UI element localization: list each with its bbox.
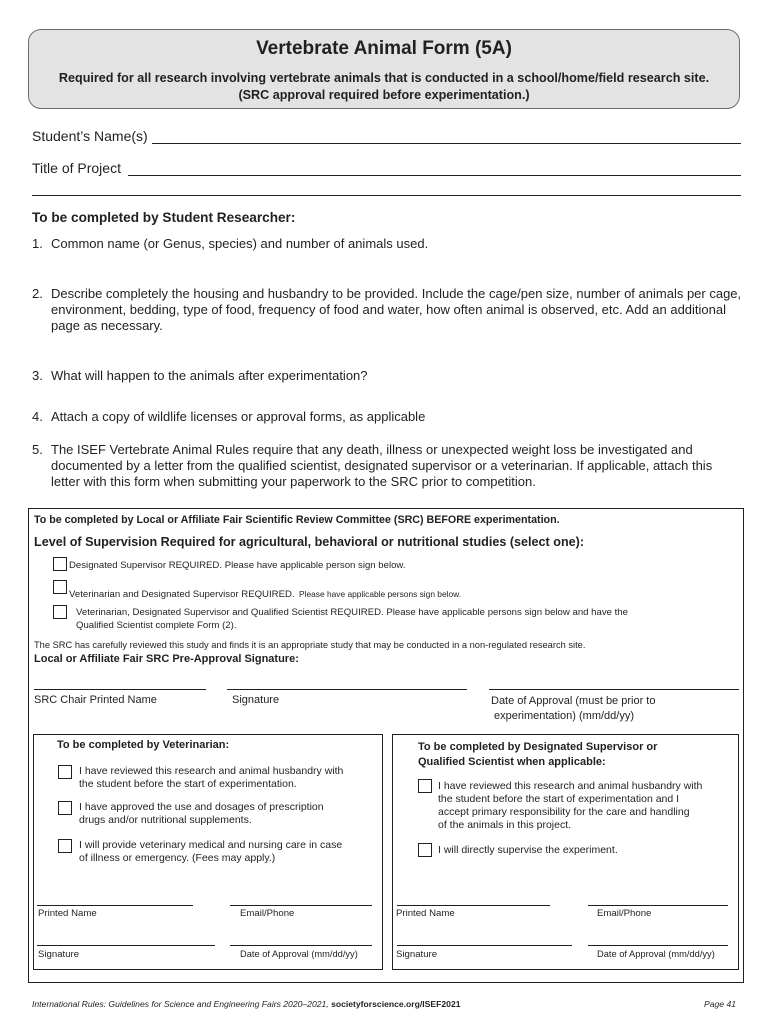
project-title-label: Title of Project: [32, 160, 121, 176]
vet-reviewed-checkbox[interactable]: [58, 765, 72, 779]
supervisor-email-phone-label: Email/Phone: [597, 908, 652, 919]
option-designated-supervisor-label: Designated Supervisor REQUIRED. Please have applicable person sign below.: [69, 560, 406, 571]
supervisor-reviewed-line4: of the animals in this project.: [438, 819, 572, 831]
supervisor-reviewed-line3: accept primary responsibility for the care and handling: [438, 806, 690, 818]
src-date-label-line2: experimentation) (mm/dd/yy): [494, 710, 634, 722]
student-item-2: [32, 286, 744, 334]
footer-citation: [32, 999, 461, 1009]
vet-provide-care-line2: of illness or emergency. (Fees may apply.): [79, 852, 276, 864]
student-section-heading: To be completed by Student Researcher:: [32, 210, 296, 225]
item-number: 3.: [32, 368, 43, 383]
src-chair-name-label: SRC Chair Printed Name: [34, 694, 157, 706]
supervisor-heading-line2: Qualified Scientist when applicable:: [418, 756, 606, 768]
vet-approved-drugs-line1: I have approved the use and dosages of prescription: [79, 801, 324, 813]
item-text: What will happen to the animals after experimentation?: [51, 368, 368, 383]
src-date-field[interactable]: [489, 689, 739, 690]
form-title: Vertebrate Animal Form (5A): [256, 38, 512, 59]
supervisor-direct-label: I will directly supervise the experiment.: [438, 844, 618, 856]
supervisor-printed-name-field[interactable]: [397, 905, 550, 906]
item-number: 5.: [32, 442, 43, 457]
vet-reviewed-line1: I have reviewed this research and animal husbandry with: [79, 765, 344, 777]
vet-printed-name-field[interactable]: [37, 905, 193, 906]
src-chair-name-field[interactable]: [34, 689, 206, 690]
src-statement: The SRC has carefully reviewed this study and finds it is an appropriate study that may be conducted in a non-regulated research site.: [34, 640, 586, 650]
src-date-label-line1: Date of Approval (must be prior to: [491, 695, 656, 707]
page-number: Page 41: [704, 999, 737, 1009]
form-subtitle: [29, 70, 739, 104]
form-subtitle-line1: Required for all research involving vertebrate animals that is conducted in a school/home/field research site.: [58, 71, 710, 85]
option-vet-and-supervisor-label: [69, 584, 461, 602]
vet-email-phone-field[interactable]: [230, 905, 372, 906]
vet-printed-name-label: Printed Name: [38, 908, 97, 919]
students-name-label: Student’s Name(s): [32, 128, 148, 144]
vet-provide-care-line1: I will provide veterinary medical and nursing care in case: [79, 839, 343, 851]
supervisor-signature-field[interactable]: [397, 945, 572, 946]
vet-reviewed-label: [79, 765, 343, 791]
vet-email-phone-label: Email/Phone: [240, 908, 295, 919]
vet-signature-label: Signature: [38, 949, 80, 960]
supervisor-email-phone-field[interactable]: [588, 905, 728, 906]
supervisor-heading-line1: To be completed by Designated Supervisor or: [418, 741, 658, 753]
item-text: The ISEF Vertebrate Animal Rules require that any death, illness or unexpected weight loss be investigated and documented by a letter from the qualified scientist, designated supervisor or a veterinarian. If applicable, attach this letter with this form when submitting your paperwork to the SRC prior to competition.: [51, 442, 713, 489]
supervisor-heading: [418, 740, 657, 770]
supervisor-signature-label: Signature: [396, 949, 438, 960]
src-date-label: [491, 694, 655, 724]
form-subtitle-line2: (SRC approval required before experimentation.): [238, 88, 530, 102]
item-text: Common name (or Genus, species) and number of animals used.: [51, 236, 429, 251]
supervisor-date-label: Date of Approval (mm/dd/yy): [597, 949, 715, 959]
vet-approved-drugs-label: [79, 801, 324, 827]
src-signature-field[interactable]: [227, 689, 467, 690]
option-vet-supervisor-scientist-checkbox[interactable]: [53, 605, 67, 619]
supervisor-direct-checkbox[interactable]: [418, 843, 432, 857]
item-number: 1.: [32, 236, 43, 251]
footer-text: International Rules: Guidelines for Science and Engineering Fairs 2020–2021,: [32, 999, 332, 1009]
student-item-4: [32, 409, 744, 425]
footer-link[interactable]: societyforscience.org/ISEF2021: [331, 999, 461, 1009]
vet-signature-field[interactable]: [37, 945, 215, 946]
src-heading: To be completed by Local or Affiliate Fair Scientific Review Committee (SRC) BEFORE experimentation.: [34, 514, 560, 526]
src-signature-label: Signature: [232, 694, 280, 706]
vet-date-label: Date of Approval (mm/dd/yy): [240, 949, 358, 959]
option-vet-supervisor-scientist-line1: Veterinarian, Designated Supervisor and Qualified Scientist REQUIRED. Please have applicable persons sign below and have the: [76, 607, 628, 618]
vet-reviewed-line2: the student before the start of experimentation.: [79, 778, 297, 790]
item-text: Attach a copy of wildlife licenses or approval forms, as applicable: [51, 409, 426, 424]
supervisor-reviewed-label: [438, 780, 702, 832]
item-text: Describe completely the housing and husbandry to be provided. Include the cage/pen size, number of animals per cage, environment, bedding, type of food, frequency of food and water, how often animal is observed, etc. Add an additional page as necessary.: [51, 286, 742, 333]
vet-date-field[interactable]: [230, 945, 372, 946]
project-title-field-line2[interactable]: [32, 195, 741, 196]
vet-provide-care-checkbox[interactable]: [58, 839, 72, 853]
students-name-field[interactable]: [152, 143, 741, 144]
project-title-field[interactable]: [128, 175, 741, 176]
option-vet-supervisor-scientist-line2: Qualified Scientist complete Form (2).: [76, 620, 237, 631]
item-number: 4.: [32, 409, 43, 424]
vet-approved-drugs-line2: drugs and/or nutritional supplements.: [79, 814, 252, 826]
supervision-level-heading: Level of Supervision Required for agricultural, behavioral or nutritional studies (select one):: [34, 535, 585, 549]
preapproval-label: Local or Affiliate Fair SRC Pre-Approval Signature:: [34, 653, 299, 665]
supervisor-reviewed-line1: I have reviewed this research and animal husbandry with: [438, 780, 703, 792]
option-vet-and-supervisor-checkbox[interactable]: [53, 580, 67, 594]
veterinarian-heading: To be completed by Veterinarian:: [57, 739, 230, 751]
option-vet-and-supervisor-main: Veterinarian and Designated Supervisor REQUIRED.: [69, 589, 295, 600]
supervisor-reviewed-line2: the student before the start of experimentation and I: [438, 793, 680, 805]
student-item-1: [32, 236, 744, 252]
form-header: [28, 29, 740, 109]
supervisor-printed-name-label: Printed Name: [396, 908, 455, 919]
supervisor-date-field[interactable]: [588, 945, 728, 946]
vet-provide-care-label: [79, 839, 342, 865]
option-designated-supervisor-checkbox[interactable]: [53, 557, 67, 571]
item-number: 2.: [32, 286, 43, 301]
student-item-5: [32, 442, 744, 490]
student-item-3: [32, 368, 744, 384]
vet-approved-drugs-checkbox[interactable]: [58, 801, 72, 815]
option-vet-and-supervisor-note: Please have applicable persons sign below.: [299, 589, 462, 599]
supervisor-reviewed-checkbox[interactable]: [418, 779, 432, 793]
